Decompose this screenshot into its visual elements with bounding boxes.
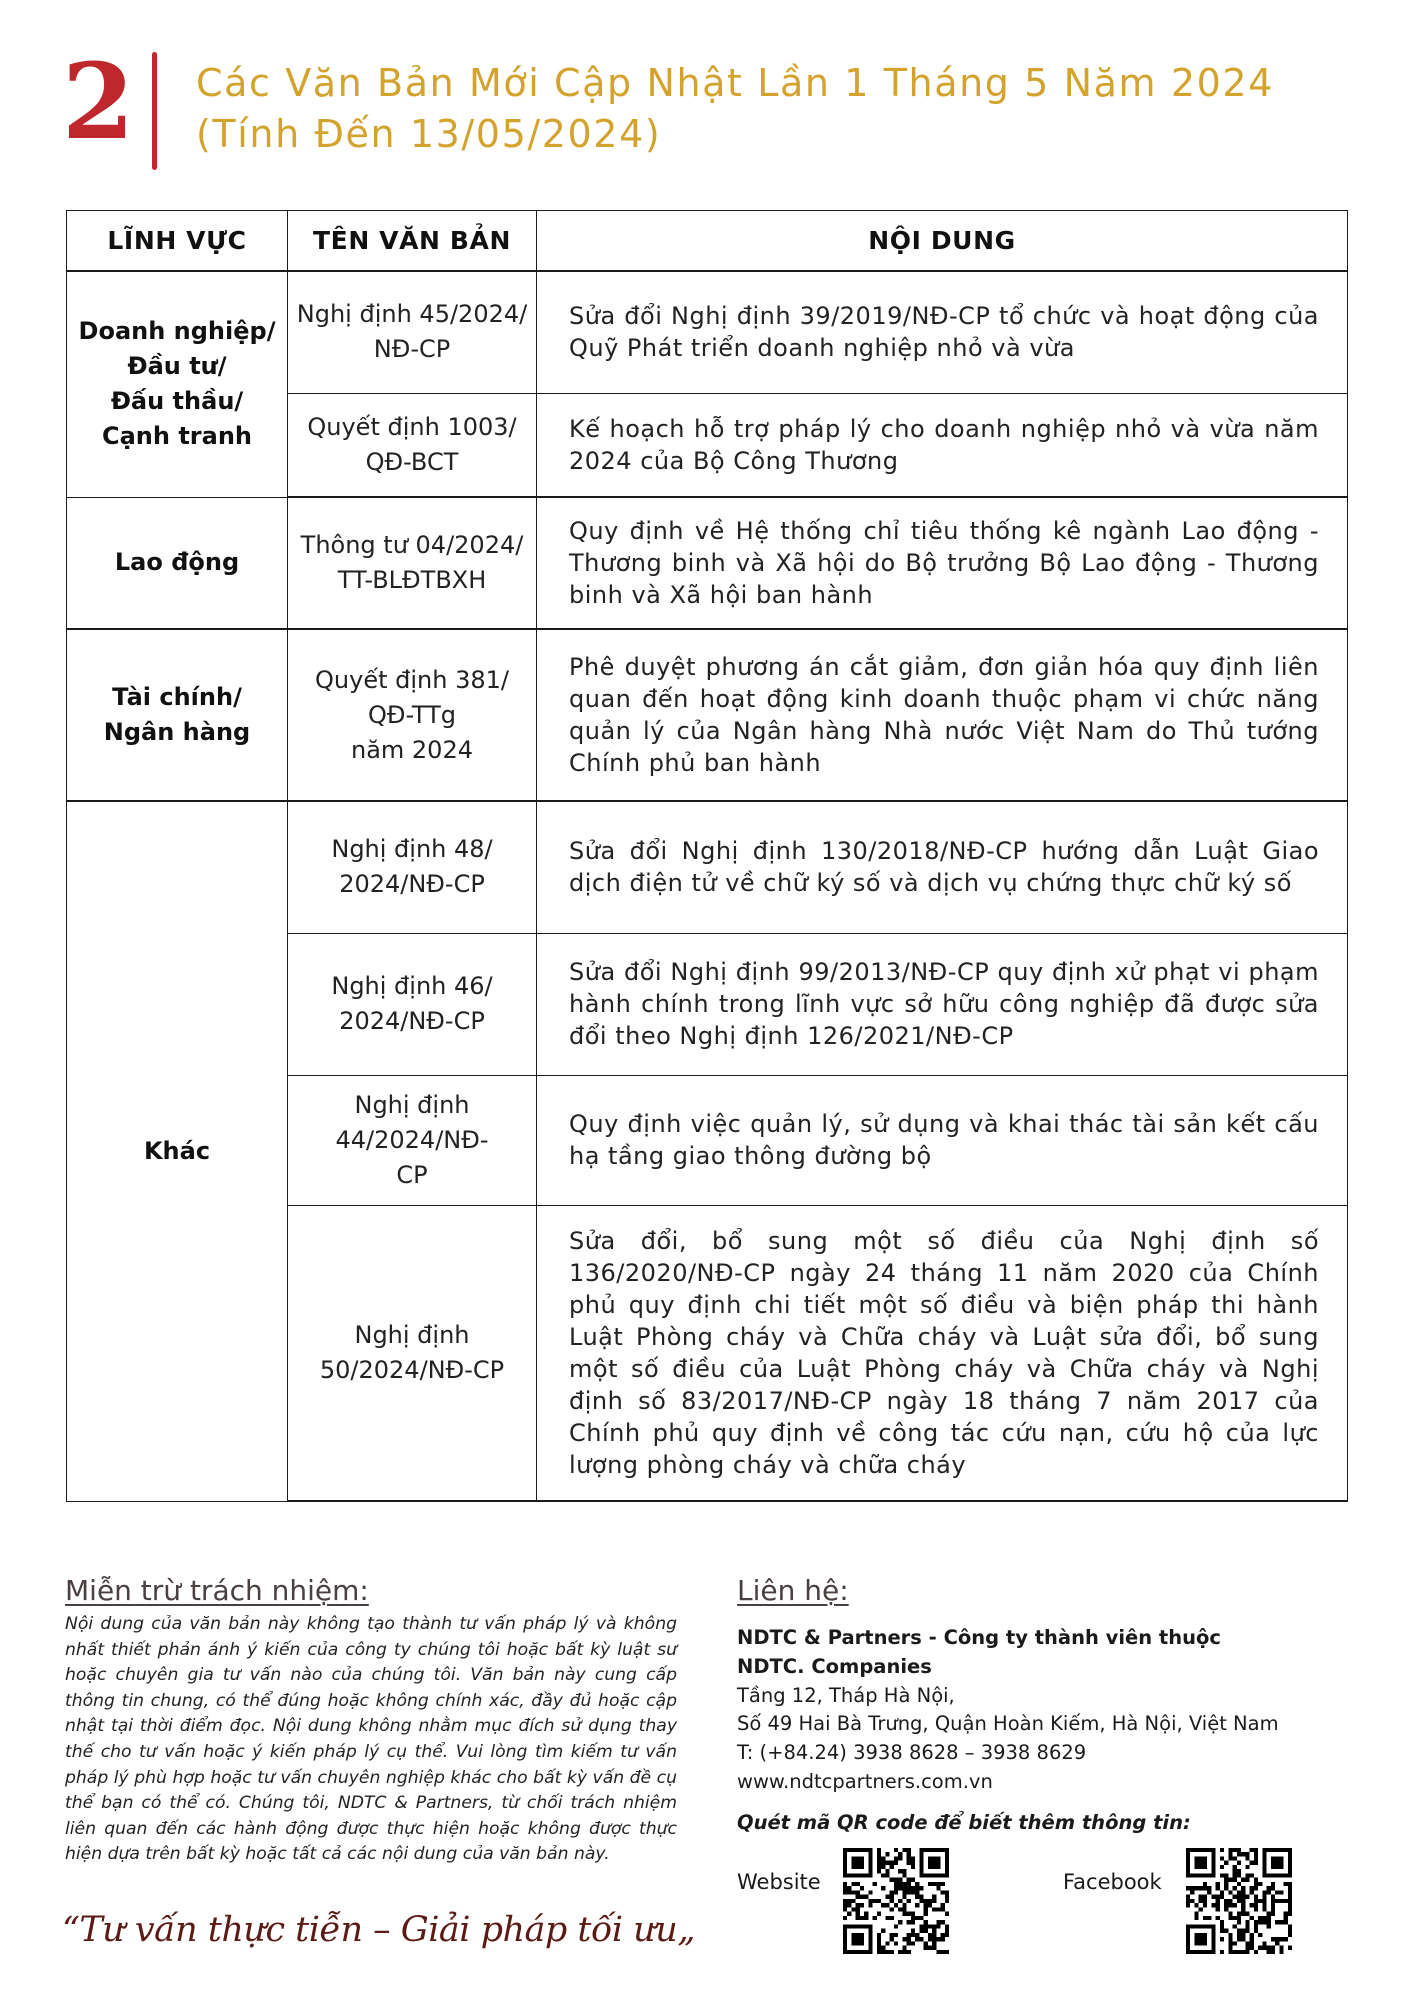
field-label-line: Cạnh tranh <box>101 422 252 451</box>
qr-label-facebook: Facebook <box>1063 1870 1162 1894</box>
document-name-line: Quyết định 1003/ <box>307 412 517 441</box>
document-name-line: 50/2024/NĐ-CP <box>319 1355 505 1384</box>
website-link[interactable]: www.ndtcpartners.com.vn <box>737 1769 993 1793</box>
address-line-1: Tầng 12, Tháp Hà Nội, <box>737 1683 955 1707</box>
document-name-line: 2024/NĐ-CP <box>339 870 485 899</box>
document-name-line: TT-BLĐTBXH <box>337 566 487 594</box>
document-name-line: Thông tư 04/2024/ <box>300 531 524 559</box>
document-name-line: Nghị định 48/ <box>331 835 493 864</box>
field-cell <box>67 801 288 1501</box>
contact-details <box>737 1624 1377 1797</box>
document-name-cell <box>288 497 537 629</box>
content-cell: Sửa đổi Nghị định 99/2013/NĐ-CP quy định xử phạt vi phạm hành chính trong lĩnh vực sở hữu công nghiệp đã được sửa đổi theo Nghị định 126/2021/NĐ-CP <box>537 933 1348 1075</box>
documents-table-container <box>66 210 1347 1502</box>
contact-section <box>737 1572 1377 1834</box>
qr-call-to-action: Quét mã QR code để biết thêm thông tin: <box>737 1810 1191 1834</box>
document-name-line: Nghị định <box>354 1320 470 1349</box>
document-name-cell <box>288 271 537 393</box>
page-title-line-1: Các Văn Bản Mới Cập Nhật Lần 1 Tháng 5 Năm 2024 <box>196 61 1274 105</box>
table-row <box>67 629 1348 801</box>
disclaimer-section <box>65 1572 677 1868</box>
address-line-2: Số 49 Hai Bà Trưng, Quận Hoàn Kiếm, Hà Nội, Việt Nam <box>737 1712 1279 1736</box>
document-name-cell <box>288 1205 537 1501</box>
content-cell: Quy định việc quản lý, sử dụng và khai thác tài sản kết cấu hạ tầng giao thông đường bộ <box>537 1075 1348 1205</box>
field-cell <box>67 271 288 497</box>
qr-code-icon[interactable] <box>1186 1845 1292 1957</box>
document-name-cell <box>288 801 537 933</box>
page-title-line-2: (Tính Đến 13/05/2024) <box>196 112 662 156</box>
document-name-line: QĐ-BCT <box>365 447 459 476</box>
documents-table <box>66 210 1348 1502</box>
column-header-document-name: TÊN VĂN BẢN <box>288 211 537 272</box>
company-name-line-1: NDTC & Partners - Công ty thành viên thuộc <box>737 1626 1221 1649</box>
column-header-content: NỘI DUNG <box>537 211 1348 272</box>
phone-number: T: (+84.24) 3938 8628 – 3938 8629 <box>737 1741 1087 1765</box>
field-label-line: Đấu thầu/ <box>110 387 244 416</box>
document-name-line: NĐ-CP <box>373 335 451 364</box>
content-cell: Sửa đổi Nghị định 39/2019/NĐ-CP tổ chức và hoạt động của Quỹ Phát triển doanh nghiệp nhỏ và vừa <box>537 271 1348 393</box>
field-label-line: Ngân hàng <box>103 718 251 746</box>
document-name-line: CP <box>396 1160 428 1189</box>
page-title <box>196 58 1366 160</box>
content-cell: Kế hoạch hỗ trợ pháp lý cho doanh nghiệp nhỏ và vừa năm 2024 của Bộ Công Thương <box>537 393 1348 497</box>
field-cell <box>67 497 288 629</box>
document-name-line: Nghị định <box>354 1090 470 1119</box>
table-body <box>67 271 1348 1501</box>
disclaimer-body: Nội dung của văn bản này không tạo thành tư vấn pháp lý và không nhất thiết phản ánh ý kiến của công ty chúng tôi hoặc bất kỳ luật sư hoặc chuyên gia tư vấn nào của chúng tôi. Văn bản này cung cấp thông tin chung, có thể đúng hoặc không chính xác, đầy đủ hoặc cập nhật tại thời điểm đọc. Nội dung không nhằm mục đích sử dụng thay thế cho tư vấn hoặc ý kiến pháp lý cụ thể. Vui lòng tìm kiếm tư vấn pháp lý phù hợp hoặc tư vấn chuyên nghiệp khác cho bất kỳ vấn đề cụ thể bạn có thể có. Chúng tôi, NDTC & Partners, từ chối trách nhiệm liên quan đến các hành động được thực hiện hoặc không được thực hiện dựa trên bất kỳ hoặc tất cả các nội dung của văn bản này. <box>65 1614 677 1865</box>
company-name-line-2: NDTC. Companies <box>737 1654 932 1678</box>
section-number: 2 <box>62 40 133 163</box>
qr-code-icon[interactable] <box>843 1845 949 1957</box>
document-name-line: QĐ-TTg <box>367 700 457 729</box>
table-header-row <box>67 211 1348 272</box>
contact-title: Liên hệ: <box>737 1574 849 1607</box>
document-name-line: Nghị định 45/2024/ <box>296 300 528 329</box>
document-name-cell <box>288 629 537 801</box>
content-cell: Sửa đổi Nghị định 130/2018/NĐ-CP hướng dẫn Luật Giao dịch điện tử về chữ ký số và dịch vụ chứng thực chữ ký số <box>537 801 1348 933</box>
field-label-line: Lao động <box>114 548 240 577</box>
table-row <box>67 801 1348 933</box>
section-divider-bar <box>152 52 157 170</box>
content-cell: Quy định về Hệ thống chỉ tiêu thống kê ngành Lao động - Thương binh và Xã hội do Bộ trưởng Bộ Lao động - Thương binh và Xã hội ban hành <box>537 497 1348 629</box>
column-header-field: LĨNH VỰC <box>67 211 288 272</box>
disclaimer-title: Miễn trừ trách nhiệm: <box>65 1574 369 1607</box>
table-row <box>67 271 1348 393</box>
document-name-line: năm 2024 <box>350 735 473 764</box>
slogan: “Tư vấn thực tiễn – Giải pháp tối ưu„ <box>62 1910 695 1950</box>
content-cell: Sửa đổi, bổ sung một số điều của Nghị định số 136/2020/NĐ-CP ngày 24 tháng 11 năm 2020 của Chính phủ quy định chi tiết một số điều và biện pháp thi hành Luật Phòng cháy và Chữa cháy và Luật sửa đổi, bổ sung một số điều của Luật Phòng cháy và Chữa cháy và Nghị định số 83/2017/NĐ-CP ngày 18 tháng 7 năm 2017 của Chính phủ quy định về công tác cứu nạn, cứu hộ của lực lượng phòng cháy và chữa cháy <box>537 1205 1348 1501</box>
field-cell <box>67 629 288 801</box>
document-name-line: Nghị định 46/ <box>331 972 493 1000</box>
document-name-cell <box>288 1075 537 1205</box>
document-name-cell <box>288 393 537 497</box>
document-name-line: 2024/NĐ-CP <box>339 1007 485 1035</box>
qr-label-website: Website <box>737 1870 821 1894</box>
field-label-line: Khác <box>143 1136 211 1165</box>
table-row <box>67 497 1348 629</box>
field-label-line: Đầu tư/ <box>127 352 227 381</box>
document-name-line: 44/2024/NĐ- <box>335 1125 489 1154</box>
content-cell: Phê duyệt phương án cắt giảm, đơn giản hóa quy định liên quan đến hoạt động kinh doanh thuộc phạm vi chức năng quản lý của Ngân hàng Nhà nước Việt Nam do Thủ tướng Chính phủ ban hành <box>537 629 1348 801</box>
field-label-line: Tài chính/ <box>112 683 242 711</box>
document-name-cell <box>288 933 537 1075</box>
field-label-line: Doanh nghiệp/ <box>78 317 276 346</box>
document-name-line: Quyết định 381/ <box>315 665 509 694</box>
